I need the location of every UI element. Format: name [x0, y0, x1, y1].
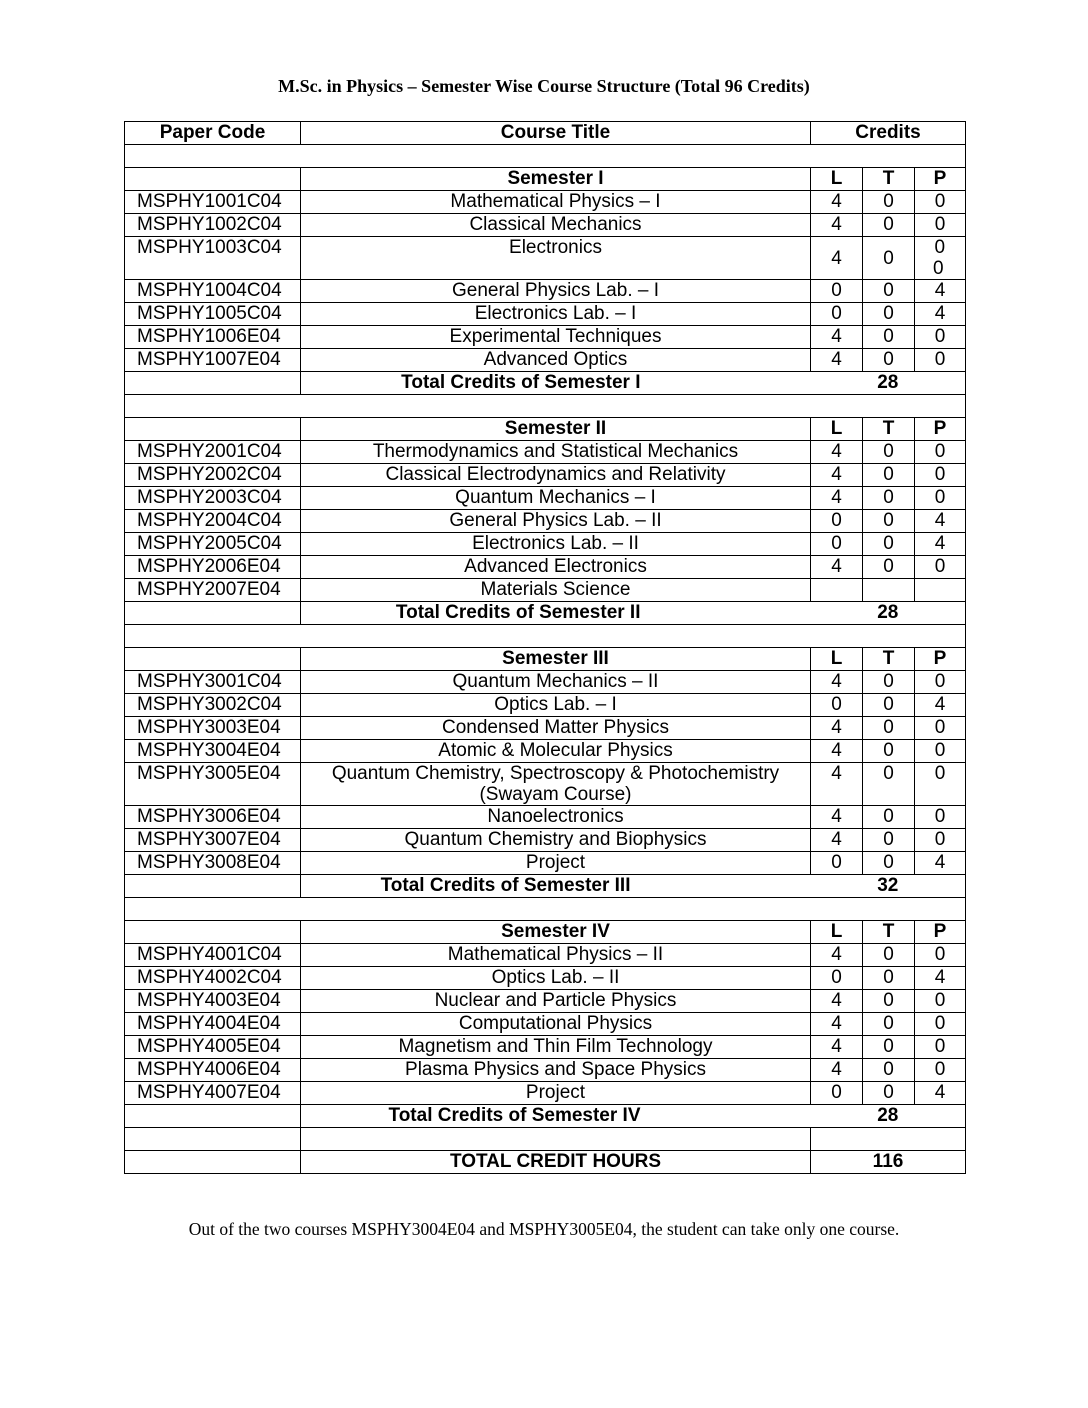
- course-title-text: Electronics: [509, 237, 602, 258]
- total-code-cell: [125, 1105, 301, 1128]
- course-title: [301, 441, 811, 464]
- credit-p: 4: [915, 303, 966, 326]
- course-structure-table: [124, 121, 966, 1174]
- course-title-text: Quantum Chemistry, Spectroscopy & Photochemistry: [331, 763, 780, 784]
- paper-code: MSPHY2005C04: [125, 533, 301, 556]
- credit-l: 4: [811, 806, 863, 829]
- spacer-cell: [301, 1128, 811, 1151]
- col-p-label: P: [915, 648, 966, 671]
- total-code-cell: [125, 875, 301, 898]
- credit-l: 4: [811, 944, 863, 967]
- paper-code: MSPHY4003E04: [125, 990, 301, 1013]
- credit-l: 0: [811, 852, 863, 875]
- course-title-text: Advanced Electronics: [464, 556, 647, 577]
- semester-code-cell: [125, 418, 301, 441]
- credit-l: 4: [811, 441, 863, 464]
- credit-p: 0: [915, 740, 966, 763]
- table-row: [125, 303, 966, 326]
- semester-total-label: Total Credits of Semester II: [301, 602, 811, 625]
- credit-p: 0: [915, 487, 966, 510]
- course-title-text: Plasma Physics and Space Physics: [405, 1059, 706, 1080]
- credit-l: 4: [811, 464, 863, 487]
- semester-name: Semester II: [301, 418, 811, 441]
- table-row: [125, 579, 966, 602]
- course-title: [301, 1059, 811, 1082]
- course-title-text: Classical Mechanics: [469, 214, 642, 235]
- credit-l: 4: [811, 214, 863, 237]
- semester-name: Semester I: [301, 168, 811, 191]
- credit-p: 0: [915, 944, 966, 967]
- course-title-text: Nuclear and Particle Physics: [434, 990, 677, 1011]
- table-row: [125, 671, 966, 694]
- course-title: [301, 280, 811, 303]
- course-title-text: Atomic & Molecular Physics: [438, 740, 673, 761]
- credit-p: 4: [915, 510, 966, 533]
- table-row: [125, 326, 966, 349]
- table-row: [125, 1036, 966, 1059]
- table-row: [125, 740, 966, 763]
- course-title-text: Mathematical Physics – II: [447, 944, 664, 965]
- semester-heading-row: [125, 648, 966, 671]
- course-title-text: Nanoelectronics: [487, 806, 624, 827]
- credit-p: 0: [915, 806, 966, 829]
- paper-code: MSPHY3007E04: [125, 829, 301, 852]
- credit-l: 4: [811, 487, 863, 510]
- paper-code: MSPHY4007E04: [125, 1082, 301, 1105]
- credit-p: 4: [915, 1082, 966, 1105]
- course-title-text: Experimental Techniques: [449, 326, 662, 347]
- credit-p: 0: [915, 349, 966, 372]
- credit-l: 4: [811, 1059, 863, 1082]
- semester-total-row: [125, 875, 966, 898]
- credit-t: 0: [863, 326, 915, 349]
- credit-p-second: 0: [933, 258, 944, 279]
- course-title: [301, 1013, 811, 1036]
- credit-p: 0: [915, 191, 966, 214]
- spacer-row: [125, 1128, 966, 1151]
- semester-total-row: [125, 602, 966, 625]
- credit-l: [811, 579, 863, 602]
- spacer-row: [125, 898, 966, 921]
- credit-l: 4: [811, 717, 863, 740]
- course-title: [301, 694, 811, 717]
- col-p-label: P: [915, 418, 966, 441]
- course-title: [301, 214, 811, 237]
- course-title: [301, 326, 811, 349]
- spacer-cell: [811, 1128, 966, 1151]
- paper-code: MSPHY1007E04: [125, 349, 301, 372]
- course-title-text: Classical Electrodynamics and Relativity: [385, 464, 726, 485]
- course-title-text: Quantum Chemistry and Biophysics: [404, 829, 707, 850]
- paper-code: MSPHY3003E04: [125, 717, 301, 740]
- table-row: [125, 191, 966, 214]
- table-row: [125, 944, 966, 967]
- credit-t: 0: [863, 717, 915, 740]
- course-title-text: Project: [525, 1082, 586, 1103]
- col-t-label: T: [863, 418, 915, 441]
- course-title-text: Magnetism and Thin Film Technology: [398, 1036, 713, 1057]
- col-l-label: L: [811, 418, 863, 441]
- semester-total-label: Total Credits of Semester IV: [301, 1105, 811, 1128]
- credit-t: 0: [863, 237, 915, 280]
- course-title-text: Thermodynamics and Statistical Mechanics: [372, 441, 739, 462]
- paper-code: MSPHY2004C04: [125, 510, 301, 533]
- spacer-cell: [125, 395, 966, 418]
- credit-p: 4: [915, 967, 966, 990]
- paper-code: MSPHY4002C04: [125, 967, 301, 990]
- credit-t: 0: [863, 349, 915, 372]
- credit-l: 0: [811, 533, 863, 556]
- credit-l: 0: [811, 303, 863, 326]
- course-title-text: Optics Lab. – I: [494, 694, 617, 715]
- table-row: [125, 510, 966, 533]
- paper-code: MSPHY4004E04: [125, 1013, 301, 1036]
- page-title: M.Sc. in Physics – Semester Wise Course Structure (Total 96 Credits): [278, 76, 810, 96]
- course-title: [301, 510, 811, 533]
- course-title: [301, 852, 811, 875]
- header-paper-code: Paper Code: [125, 122, 301, 145]
- paper-code: MSPHY2001C04: [125, 441, 301, 464]
- course-title: [301, 303, 811, 326]
- grand-total-value: 116: [811, 1151, 966, 1174]
- table-row: [125, 852, 966, 875]
- credit-t: 0: [863, 806, 915, 829]
- col-l-label: L: [811, 648, 863, 671]
- table-row: [125, 280, 966, 303]
- paper-code: MSPHY4001C04: [125, 944, 301, 967]
- paper-code: MSPHY4006E04: [125, 1059, 301, 1082]
- credit-l: 4: [811, 1013, 863, 1036]
- course-title: [301, 237, 811, 280]
- course-title-text: General Physics Lab. – II: [449, 510, 662, 531]
- credit-p: 0: [915, 763, 966, 806]
- paper-code: MSPHY3004E04: [125, 740, 301, 763]
- course-title: [301, 464, 811, 487]
- paper-code: MSPHY3002C04: [125, 694, 301, 717]
- spacer-cell: [125, 898, 966, 921]
- credit-p: 0: [915, 464, 966, 487]
- credit-t: 0: [863, 280, 915, 303]
- col-t-label: T: [863, 648, 915, 671]
- credit-t: 0: [863, 214, 915, 237]
- credit-l: 4: [811, 763, 863, 806]
- semester-total-value: 28: [811, 602, 966, 625]
- course-title: [301, 1036, 811, 1059]
- credit-t: 0: [863, 303, 915, 326]
- course-title: [301, 990, 811, 1013]
- credit-t: 0: [863, 1036, 915, 1059]
- credit-l: 4: [811, 671, 863, 694]
- credit-t: 0: [863, 487, 915, 510]
- footnote: Out of the two courses MSPHY3004E04 and MSPHY3005E04, the student can take only one course.: [188, 1219, 900, 1239]
- course-title-text: Optics Lab. – II: [491, 967, 620, 988]
- total-code-cell: [125, 372, 301, 395]
- course-title: [301, 579, 811, 602]
- paper-code: MSPHY3001C04: [125, 671, 301, 694]
- course-title-text: Quantum Mechanics – I: [455, 487, 656, 508]
- paper-code: MSPHY2002C04: [125, 464, 301, 487]
- credit-t: 0: [863, 1082, 915, 1105]
- course-title: [301, 806, 811, 829]
- credit-t: 0: [863, 510, 915, 533]
- table-row: [125, 214, 966, 237]
- course-title: [301, 671, 811, 694]
- paper-code: MSPHY4005E04: [125, 1036, 301, 1059]
- credit-p: 4: [915, 852, 966, 875]
- credit-p: 0: [915, 1059, 966, 1082]
- credit-p: 4: [915, 694, 966, 717]
- table-body: [125, 145, 966, 1174]
- course-title: [301, 1082, 811, 1105]
- spacer-row: [125, 395, 966, 418]
- table-row: [125, 441, 966, 464]
- semester-code-cell: [125, 921, 301, 944]
- semester-name: Semester III: [301, 648, 811, 671]
- table-header-row: [125, 122, 966, 145]
- paper-code: MSPHY1005C04: [125, 303, 301, 326]
- col-t-label: T: [863, 168, 915, 191]
- course-title: [301, 829, 811, 852]
- credit-t: 0: [863, 694, 915, 717]
- course-title: [301, 533, 811, 556]
- course-title: [301, 556, 811, 579]
- semester-total-row: [125, 1105, 966, 1128]
- col-l-label: L: [811, 921, 863, 944]
- credit-t: 0: [863, 191, 915, 214]
- semester-heading-row: [125, 168, 966, 191]
- course-title-text: Materials Science: [480, 579, 631, 600]
- course-title-text: Electronics Lab. – II: [472, 533, 639, 554]
- paper-code: MSPHY1003C04: [125, 237, 301, 280]
- course-title: [301, 944, 811, 967]
- credit-p: [915, 237, 966, 280]
- paper-code: MSPHY2007E04: [125, 579, 301, 602]
- credit-t: 0: [863, 464, 915, 487]
- paper-code: MSPHY3005E04: [125, 763, 301, 806]
- paper-code: MSPHY3006E04: [125, 806, 301, 829]
- semester-code-cell: [125, 168, 301, 191]
- credit-t: 0: [863, 533, 915, 556]
- paper-code: MSPHY2006E04: [125, 556, 301, 579]
- spacer-cell: [125, 145, 966, 168]
- credit-l: 0: [811, 1082, 863, 1105]
- course-title-text: Mathematical Physics – I: [450, 191, 661, 212]
- table-row: [125, 694, 966, 717]
- credit-p: 4: [915, 533, 966, 556]
- credit-t: 0: [863, 1013, 915, 1036]
- course-title-text: Condensed Matter Physics: [441, 717, 670, 738]
- course-title: [301, 740, 811, 763]
- semester-name: Semester IV: [301, 921, 811, 944]
- paper-code: MSPHY2003C04: [125, 487, 301, 510]
- table-row: [125, 990, 966, 1013]
- semester-total-label: Total Credits of Semester I: [301, 372, 811, 395]
- paper-code: MSPHY3008E04: [125, 852, 301, 875]
- spacer-row: [125, 625, 966, 648]
- credit-l: 4: [811, 237, 863, 280]
- grand-total-label: TOTAL CREDIT HOURS: [301, 1151, 811, 1174]
- course-title-text: Computational Physics: [458, 1013, 653, 1034]
- table-row: [125, 533, 966, 556]
- semester-total-value: 32: [811, 875, 966, 898]
- course-title: [301, 717, 811, 740]
- credit-l: 4: [811, 990, 863, 1013]
- credit-t: 0: [863, 967, 915, 990]
- table-row: [125, 487, 966, 510]
- credit-l: 0: [811, 510, 863, 533]
- table-row: [125, 349, 966, 372]
- credit-p: 0: [915, 1013, 966, 1036]
- credit-p: 0: [915, 441, 966, 464]
- credit-p-value: 0: [934, 237, 946, 258]
- grand-total-row: [125, 1151, 966, 1174]
- header-credits: Credits: [811, 122, 966, 145]
- table-row: [125, 717, 966, 740]
- credit-t: 0: [863, 441, 915, 464]
- credit-t: 0: [863, 1059, 915, 1082]
- spacer-cell: [125, 625, 966, 648]
- credit-p: 0: [915, 326, 966, 349]
- credit-l: 4: [811, 829, 863, 852]
- credit-p: [915, 579, 966, 602]
- semester-total-row: [125, 372, 966, 395]
- credit-t: 0: [863, 763, 915, 806]
- credit-t: 0: [863, 556, 915, 579]
- table-row: [125, 763, 966, 806]
- credit-l: 4: [811, 326, 863, 349]
- col-p-label: P: [915, 921, 966, 944]
- credit-l: 4: [811, 349, 863, 372]
- course-title: [301, 487, 811, 510]
- semester-total-label: Total Credits of Semester III: [301, 875, 811, 898]
- credit-l: 4: [811, 191, 863, 214]
- col-t-label: T: [863, 921, 915, 944]
- credit-t: 0: [863, 852, 915, 875]
- credit-p: 0: [915, 717, 966, 740]
- paper-code: MSPHY1001C04: [125, 191, 301, 214]
- table-row: [125, 829, 966, 852]
- col-p-label: P: [915, 168, 966, 191]
- table-row: [125, 556, 966, 579]
- credit-l: 0: [811, 694, 863, 717]
- credit-l: 4: [811, 1036, 863, 1059]
- total-code-cell: [125, 602, 301, 625]
- credit-l: 4: [811, 556, 863, 579]
- table-row: [125, 806, 966, 829]
- table-row: [125, 967, 966, 990]
- col-l-label: L: [811, 168, 863, 191]
- course-title: [301, 191, 811, 214]
- credit-p: 0: [915, 990, 966, 1013]
- course-title: [301, 349, 811, 372]
- credit-p: 0: [915, 671, 966, 694]
- course-title-subtext: (Swayam Course): [479, 784, 632, 805]
- credit-p: 0: [915, 556, 966, 579]
- credit-l: 4: [811, 740, 863, 763]
- course-title-text: Quantum Mechanics – II: [452, 671, 659, 692]
- course-title-text: Electronics Lab. – I: [474, 303, 637, 324]
- credit-p: 4: [915, 280, 966, 303]
- semester-heading-row: [125, 418, 966, 441]
- table-row: [125, 237, 966, 280]
- table-row: [125, 1059, 966, 1082]
- spacer-row: [125, 145, 966, 168]
- spacer-cell: [125, 1128, 301, 1151]
- paper-code: MSPHY1002C04: [125, 214, 301, 237]
- credit-p: 0: [915, 1036, 966, 1059]
- credit-t: 0: [863, 944, 915, 967]
- credit-p: 0: [915, 214, 966, 237]
- course-title-text: Advanced Optics: [483, 349, 628, 370]
- grand-total-code-cell: [125, 1151, 301, 1174]
- credit-l: 0: [811, 967, 863, 990]
- semester-total-value: 28: [811, 1105, 966, 1128]
- paper-code: MSPHY1006E04: [125, 326, 301, 349]
- credit-t: [863, 579, 915, 602]
- course-title-text: Project: [525, 852, 586, 873]
- table-row: [125, 1013, 966, 1036]
- course-title: [301, 763, 811, 806]
- table-row: [125, 464, 966, 487]
- credit-p: 0: [915, 829, 966, 852]
- course-title-text: General Physics Lab. – I: [452, 280, 659, 301]
- credit-t: 0: [863, 829, 915, 852]
- header-course-title: Course Title: [301, 122, 811, 145]
- credit-t: 0: [863, 990, 915, 1013]
- credit-t: 0: [863, 740, 915, 763]
- semester-total-value: 28: [811, 372, 966, 395]
- semester-code-cell: [125, 648, 301, 671]
- credit-l: 0: [811, 280, 863, 303]
- credit-t: 0: [863, 671, 915, 694]
- semester-heading-row: [125, 921, 966, 944]
- table-row: [125, 1082, 966, 1105]
- paper-code: MSPHY1004C04: [125, 280, 301, 303]
- course-title: [301, 967, 811, 990]
